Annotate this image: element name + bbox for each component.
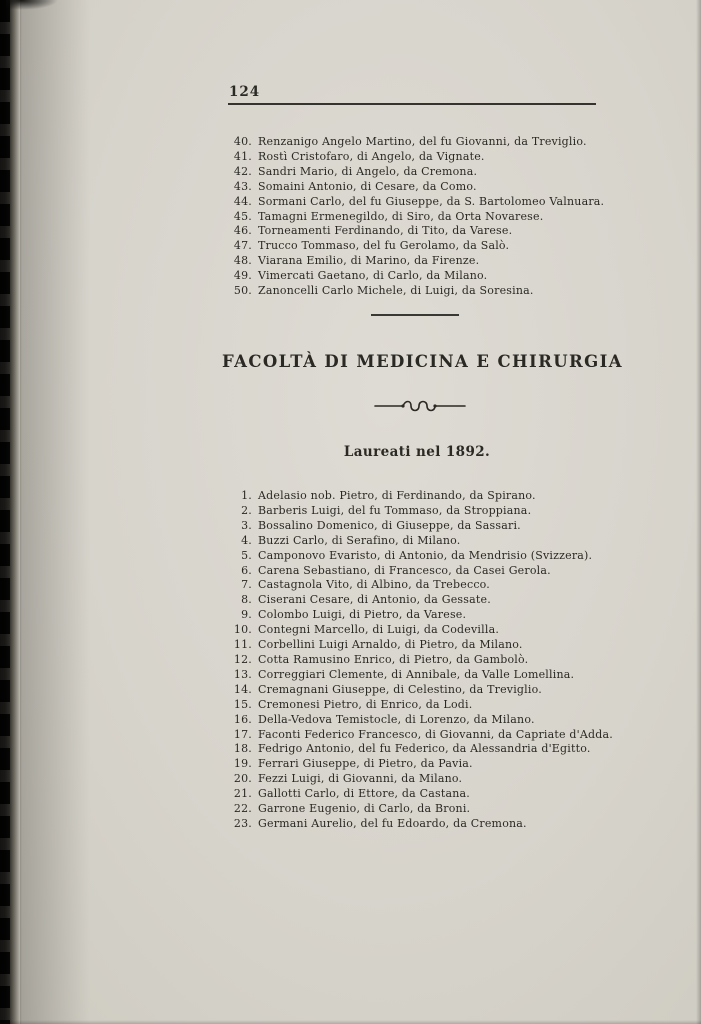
list-item-text: Garrone Eugenio, di Carlo, da Broni. bbox=[258, 802, 471, 816]
list-item-number: 21. bbox=[233, 787, 252, 801]
list-item-text: Fezzi Luigi, di Giovanni, da Milano. bbox=[258, 772, 463, 786]
gutter-shadow bbox=[20, 0, 90, 1024]
list-item-text: Somaini Antonio, di Cesare, da Como. bbox=[258, 179, 477, 193]
list-item-number: 2. bbox=[241, 503, 252, 517]
list-item-text: Cremonesi Pietro, di Enrico, da Lodi. bbox=[258, 697, 473, 711]
list-item-number: 48. bbox=[233, 254, 252, 268]
list-item-text: Germani Aurelio, del fu Edoardo, da Cremona. bbox=[258, 816, 527, 830]
list-item-number: 14. bbox=[233, 682, 252, 696]
list-item-number: 41. bbox=[233, 149, 252, 163]
list-item bbox=[231, 608, 616, 623]
list-item bbox=[231, 638, 616, 653]
header-rule bbox=[228, 103, 596, 105]
list-item bbox=[231, 534, 616, 549]
list-item bbox=[231, 549, 616, 564]
list-item bbox=[231, 713, 616, 728]
page-bottom-edge-shadow bbox=[0, 1020, 701, 1024]
list-item-number: 6. bbox=[241, 563, 252, 577]
list-item bbox=[231, 210, 616, 225]
list-item-number: 17. bbox=[233, 727, 252, 741]
list-item-number: 20. bbox=[233, 772, 252, 786]
list-item bbox=[231, 269, 616, 284]
list-item-number: 5. bbox=[241, 548, 252, 562]
list-item-number: 4. bbox=[241, 533, 252, 547]
continued-graduates-list bbox=[231, 135, 616, 299]
list-item-number: 10. bbox=[233, 623, 252, 637]
flourish-ornament-icon bbox=[373, 398, 467, 414]
list-item-text: Camponovo Evaristo, di Antonio, da Mendrisio (Svizzera). bbox=[258, 548, 593, 562]
list-item-number: 23. bbox=[233, 816, 252, 830]
list-item bbox=[231, 284, 616, 299]
list-item-text: Correggiari Clemente, di Annibale, da Valle Lomellina. bbox=[258, 667, 575, 681]
list-item-text: Viarana Emilio, di Marino, da Firenze. bbox=[258, 254, 480, 268]
list-item-text: Sandri Mario, di Angelo, da Cremona. bbox=[258, 164, 478, 178]
list-item-text: Castagnola Vito, di Albino, da Trebecco. bbox=[258, 578, 491, 592]
list-item-number: 13. bbox=[233, 667, 252, 681]
list-item-text: Cotta Ramusino Enrico, di Pietro, da Gambolò. bbox=[258, 652, 529, 666]
page-number: 124 bbox=[229, 84, 261, 100]
list-item bbox=[231, 239, 616, 254]
list-item-number: 22. bbox=[233, 802, 252, 816]
section-subtitle: Laureati nel 1892. bbox=[343, 444, 491, 460]
section-title: FACOLTÀ DI MEDICINA E CHIRURGIA bbox=[222, 352, 623, 371]
list-item-number: 43. bbox=[233, 179, 252, 193]
list-item-text: Vimercati Gaetano, di Carlo, da Milano. bbox=[258, 269, 488, 283]
list-item-number: 16. bbox=[233, 712, 252, 726]
list-item bbox=[231, 623, 616, 638]
list-item-text: Rostì Cristofaro, di Angelo, da Vignate. bbox=[258, 149, 485, 163]
list-item-number: 44. bbox=[233, 194, 252, 208]
list-item-text: Faconti Federico Francesco, di Giovanni, da Capriate d'Adda. bbox=[258, 727, 613, 741]
list-item bbox=[231, 504, 616, 519]
list-item-text: Torneamenti Ferdinando, di Tito, da Varese. bbox=[258, 224, 513, 238]
list-item-text: Tamagni Ermenegildo, di Siro, da Orta Novarese. bbox=[258, 209, 544, 223]
list-item bbox=[231, 195, 616, 210]
list-item-text: Buzzi Carlo, di Serafino, di Milano. bbox=[258, 533, 461, 547]
graduates-1892-list bbox=[231, 489, 616, 832]
list-item-text: Bossalino Domenico, di Giuseppe, da Sassari. bbox=[258, 518, 521, 532]
list-item-number: 19. bbox=[233, 757, 252, 771]
list-item bbox=[231, 728, 616, 743]
list-item bbox=[231, 802, 616, 817]
list-item-text: Carena Sebastiano, di Francesco, da Casei Gerola. bbox=[258, 563, 551, 577]
list-item-text: Trucco Tommaso, del fu Gerolamo, da Salò. bbox=[258, 239, 510, 253]
list-item bbox=[231, 254, 616, 269]
list-item-text: Contegni Marcello, di Luigi, da Codevilla. bbox=[258, 623, 500, 637]
list-item-number: 45. bbox=[233, 209, 252, 223]
list-item bbox=[231, 668, 616, 683]
list-item bbox=[231, 564, 616, 579]
list-item bbox=[231, 224, 616, 239]
list-item bbox=[231, 683, 616, 698]
list-item-number: 3. bbox=[241, 518, 252, 532]
list-item-text: Colombo Luigi, di Pietro, da Varese. bbox=[258, 608, 467, 622]
list-item-text: Zanoncelli Carlo Michele, di Luigi, da Soresina. bbox=[258, 284, 534, 298]
list-item-number: 46. bbox=[233, 224, 252, 238]
list-item-number: 18. bbox=[233, 742, 252, 756]
list-item-number: 11. bbox=[233, 638, 252, 652]
binding-texture bbox=[0, 0, 10, 1024]
list-item bbox=[231, 653, 616, 668]
list-item-text: Ciserani Cesare, di Antonio, da Gessate. bbox=[258, 593, 491, 607]
list-item-text: Renzanigo Angelo Martino, del fu Giovanni, da Treviglio. bbox=[258, 135, 587, 148]
list-item-number: 49. bbox=[233, 269, 252, 283]
list-item-text: Corbellini Luigi Arnaldo, di Pietro, da Milano. bbox=[258, 638, 523, 652]
list-item bbox=[231, 519, 616, 534]
list-item bbox=[231, 772, 616, 787]
list-item-number: 15. bbox=[233, 697, 252, 711]
list-item-text: Barberis Luigi, del fu Tommaso, da Stroppiana. bbox=[258, 503, 532, 517]
list-item-number: 9. bbox=[241, 608, 252, 622]
list-item-text: Adelasio nob. Pietro, di Ferdinando, da Spirano. bbox=[258, 489, 536, 502]
list-item-number: 12. bbox=[233, 652, 252, 666]
list-item bbox=[231, 578, 616, 593]
list-item-text: Fedrigo Antonio, del fu Federico, da Alessandria d'Egitto. bbox=[258, 742, 591, 756]
list-item-number: 7. bbox=[241, 578, 252, 592]
list-item-text: Della-Vedova Temistocle, di Lorenzo, da Milano. bbox=[258, 712, 535, 726]
list-item bbox=[231, 593, 616, 608]
list-item bbox=[231, 180, 616, 195]
list-item-number: 47. bbox=[233, 239, 252, 253]
list-item-text: Cremagnani Giuseppe, di Celestino, da Treviglio. bbox=[258, 682, 542, 696]
list-item-text: Gallotti Carlo, di Ettore, da Castana. bbox=[258, 787, 470, 801]
list-item bbox=[231, 489, 616, 504]
list-item bbox=[231, 787, 616, 802]
list-item-number: 40. bbox=[233, 135, 252, 148]
list-item-number: 8. bbox=[241, 593, 252, 607]
list-item bbox=[231, 698, 616, 713]
list-item-number: 42. bbox=[233, 164, 252, 178]
list-item-text: Sormani Carlo, del fu Giuseppe, da S. Bartolomeo Valnuara. bbox=[258, 194, 605, 208]
scan-corner-blotch bbox=[6, 0, 58, 10]
list-item bbox=[231, 817, 616, 832]
list-item-number: 50. bbox=[233, 284, 252, 298]
page-right-edge-shadow bbox=[696, 0, 701, 1024]
list-item bbox=[231, 757, 616, 772]
list-item-number: 1. bbox=[241, 489, 252, 502]
list-item bbox=[231, 165, 616, 180]
list-item-text: Ferrari Giuseppe, di Pietro, da Pavia. bbox=[258, 757, 473, 771]
section-divider-rule bbox=[371, 314, 459, 316]
list-item bbox=[231, 135, 616, 150]
list-item bbox=[231, 742, 616, 757]
list-item bbox=[231, 150, 616, 165]
